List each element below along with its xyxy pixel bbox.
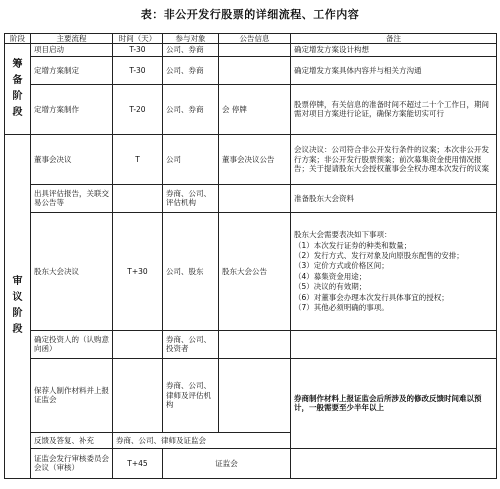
cell-step: 出具评估报告，关联交易公告等 <box>31 184 113 212</box>
cell-note: 确定增发方案具体内容并与相关方沟通 <box>291 56 497 84</box>
cell-notice: 董事会决议公告 <box>219 134 291 184</box>
cell-step: 确定投资人的（认购意向函） <box>31 330 113 358</box>
cell-step: 反馈及答复、补充 <box>31 432 113 448</box>
document-title: 表：非公开发行股票的详细流程、工作内容 <box>140 8 360 21</box>
header-row <box>5 34 497 44</box>
cell-notice <box>219 56 291 84</box>
cell-parties: 公司、股东 <box>163 212 219 330</box>
cell-time: T-30 <box>113 44 163 56</box>
cell-step: 董事会决议 <box>31 134 113 184</box>
cell-notice <box>219 358 291 432</box>
cell-notice <box>219 330 291 358</box>
header-stage: 阶段 <box>5 34 31 44</box>
note-line: （2）发行方式、发行对象及向原股东配售的安排； <box>294 251 464 260</box>
table-row <box>5 184 497 212</box>
cell-step: 定增方案制作 <box>31 84 113 134</box>
cell-parties: 公司、券商 <box>163 84 219 134</box>
header-notice: 公告信息 <box>219 34 291 44</box>
table-row <box>5 44 497 56</box>
header-time: 时间（天） <box>113 34 163 44</box>
table-row <box>5 448 497 478</box>
cell-parties: 公司、券商 <box>163 44 219 56</box>
note-line: （3）定价方式或价格区间； <box>294 261 389 271</box>
note-line: 股东大会需要表决如下事项： <box>294 230 392 240</box>
cell-note: 券商制作材料上报证监会后所涉及的修改反馈时间难以预计，一般需要至少半年以上 <box>291 358 497 448</box>
cell-parties: 券商、公司、评估机构 <box>163 184 219 212</box>
cell-note <box>291 448 497 478</box>
note-line: （1）本次发行证券的种类和数量； <box>294 240 412 250</box>
cell-note-list <box>291 212 497 330</box>
cell-time <box>113 358 163 432</box>
cell-step: 项目启动 <box>31 44 113 56</box>
cell-time: T <box>113 134 163 184</box>
note-line: （4）募集资金用途； <box>294 271 367 281</box>
header-step: 主要流程 <box>31 34 113 44</box>
cell-time: T-20 <box>113 84 163 134</box>
cell-time: T+30 <box>113 212 163 330</box>
cell-note: 确定增发方案设计构想 <box>291 44 497 56</box>
cell-step: 证监会发行审核委员会会议（审核） <box>31 448 113 478</box>
note-line: （6）对董事会办理本次发行具体事宜的授权； <box>294 292 449 302</box>
cell-parties: 公司、券商 <box>163 56 219 84</box>
table-row <box>5 134 497 184</box>
cell-note <box>291 330 497 358</box>
note-line: （7）其他必须明确的事项。 <box>294 302 389 312</box>
table-row <box>5 56 497 84</box>
cell-note: 会议决议：公司符合非公开发行条件的议案；本次非公开发行方案；非公开发行股票预案；前次募集资金使用情况报告；关于提请股东大会授权董事会全权办理本次发行的议案 <box>291 134 497 184</box>
table-row <box>5 212 497 330</box>
table-row <box>5 84 497 134</box>
cell-step: 定增方案制定 <box>31 56 113 84</box>
cell-parties: 券商、公司、投资者 <box>163 330 219 358</box>
cell-parties: 券商、公司、律师及评估机构 <box>163 358 219 432</box>
cell-notice: 会 停牌 <box>219 84 291 134</box>
cell-parties: 券商、公司、律师及证监会 <box>113 432 291 448</box>
stage-review: 审议阶段 <box>5 134 31 478</box>
cell-notice <box>219 184 291 212</box>
process-table <box>4 33 497 479</box>
cell-time <box>113 330 163 358</box>
stage-prep: 筹备阶段 <box>5 44 31 134</box>
header-note: 备注 <box>291 34 497 44</box>
cell-parties: 证监会 <box>163 448 291 478</box>
cell-note: 股票停牌，有关信息的准备时间不超过二十个工作日，期间需对项目方案进行论证，确保方案能切实可行 <box>291 84 497 134</box>
cell-notice <box>219 44 291 56</box>
cell-time: T+45 <box>113 448 163 478</box>
table-row <box>5 330 497 358</box>
table-row <box>5 358 497 432</box>
cell-step: 保荐人制作材料并上报证监会 <box>31 358 113 432</box>
cell-step: 股东大会决议 <box>31 212 113 330</box>
cell-note: 准备股东大会资料 <box>291 184 497 212</box>
cell-time: T-30 <box>113 56 163 84</box>
cell-time <box>113 184 163 212</box>
cell-notice: 股东大会公告 <box>219 212 291 330</box>
cell-parties: 公司 <box>163 134 219 184</box>
note-line: （5）决议的有效期； <box>294 282 367 292</box>
header-parties: 参与对象 <box>163 34 219 44</box>
